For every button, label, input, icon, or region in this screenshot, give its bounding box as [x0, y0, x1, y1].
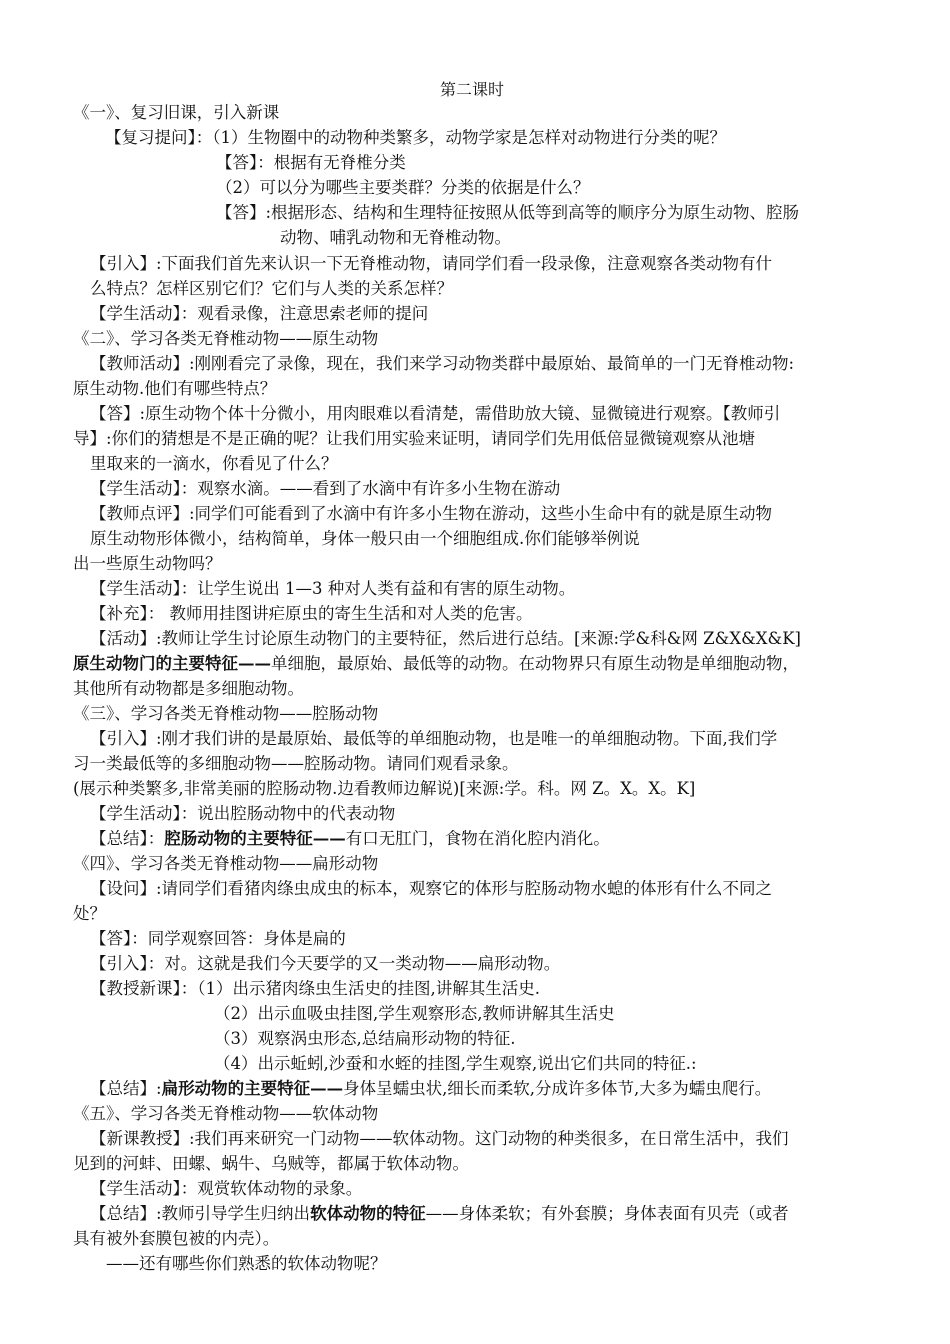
section-heading: 《二》、学习各类无脊椎动物——原生动物: [73, 329, 379, 348]
text-line: 【设问】:请同学们看猪肉绦虫成虫的标本，观察它的体形与腔肠动物水螅的体形有什么不同之: [90, 879, 773, 898]
text-line: 具有被外套膜包被的内壳）。: [73, 1229, 280, 1248]
text-line: （2）出示血吸虫挂图,学生观察形态,教师讲解其生活史: [214, 1004, 615, 1023]
text-line: 【学生活动】：让学生说出 1—3 种对人类有益和有害的原生动物。: [90, 579, 576, 598]
text-line: 【学生活动】：观赏软体动物的录象。: [90, 1179, 363, 1198]
text-line: 【答】:原生动物个体十分微小，用肉眼难以看清楚，需借助放大镜、显微镜进行观察。【教师引: [90, 404, 781, 423]
bold-term: 原生动物门的主要特征——: [73, 654, 271, 673]
text-span: 【总结】:: [90, 1079, 162, 1098]
text-line: 【答】：根据有无脊椎分类: [216, 153, 406, 172]
text-span: 单细胞，最原始、最低等的动物。在动物界只有原生动物是单细胞动物，: [271, 654, 799, 673]
text-line: [90, 1202, 789, 1226]
bold-term: 软体动物的特征: [310, 1204, 426, 1223]
text-line: 【引入】:刚才我们讲的是最原始、最低等的单细胞动物，也是唯一的单细胞动物。下面,我们学: [90, 729, 778, 748]
text-line: 动物、哺乳动物和无脊椎动物。: [280, 228, 511, 247]
text-line: 原生动物.他们有哪些特点？: [73, 379, 277, 398]
text-line: 《一》、复习旧课，引入新课: [73, 103, 280, 122]
text-line: 【教师活动】:刚刚看完了录像，现在，我们来学习动物类群中最原始、最简单的一门无脊椎动物:: [90, 354, 795, 373]
text-line: 【学生活动】：观看录像，注意思索老师的提问: [90, 304, 429, 323]
section-heading: 《三》、学习各类无脊椎动物——腔肠动物: [73, 704, 379, 723]
text-line: (展示种类繁多,非常美丽的腔肠动物.边看教师边解说)[来源:学。科。网 Z。X。X。K]: [73, 779, 696, 798]
text-line: 出一些原生动物吗？: [73, 554, 222, 573]
bold-term: 扁形动物的主要特征——: [161, 1079, 344, 1098]
text-line: 原生动物形体微小，结构简单，身体一般只由一个细胞组成.你们能够举例说: [90, 529, 640, 548]
text-line: [90, 1077, 771, 1101]
text-line: 【引入】:下面我们首先来认识一下无脊椎动物，请同学们看一段录像，注意观察各类动物有什: [90, 254, 773, 273]
text-line: 【学生活动】：观察水滴。——看到了水滴中有许多小生物在游动: [90, 479, 561, 498]
text-line: 【答】：同学观察回答：身体是扁的: [90, 929, 346, 948]
text-line: 么特点？怎样区别它们？它们与人类的关系怎样？: [90, 279, 453, 298]
text-line: 【活动】:教师让学生讨论原生动物门的主要特征，然后进行总结。[来源:学&科&网 Z&X&X&K]: [90, 629, 801, 648]
text-line: 【新课教授】:我们再来研究一门动物——软体动物。这门动物的种类很多，在日常生活中，我们: [90, 1129, 789, 1148]
text-line: 【复习提问】：（1）生物圈中的动物种类繁多，动物学家是怎样对动物进行分类的呢？: [105, 128, 726, 147]
text-line: 处？: [73, 904, 106, 923]
text-line: 里取来的一滴水，你看见了什么？: [90, 454, 338, 473]
bold-term: 腔肠动物的主要特征——: [164, 829, 346, 848]
text-line: （2）可以分为哪些主要类群？分类的依据是什么？: [216, 178, 590, 197]
text-span: 【总结】:教师引导学生归纳出: [90, 1204, 311, 1223]
page-title: 第二课时: [440, 80, 505, 99]
section-heading: 《四》、学习各类无脊椎动物——扁形动物: [73, 854, 379, 873]
text-line: 【引入】：对。这就是我们今天要学的又一类动物——扁形动物。: [90, 954, 561, 973]
text-line: （3）观察涡虫形态,总结扁形动物的特征.: [214, 1029, 516, 1048]
text-span: 【总结】：: [90, 829, 165, 848]
text-span: 有口无肛门，食物在消化腔内消化。: [345, 829, 610, 848]
text-line: [90, 827, 610, 851]
text-span: ——身体柔软；有外套膜；身体表面有贝壳（或者: [425, 1204, 789, 1223]
text-line: ——还有哪些你们熟悉的软体动物呢？: [106, 1254, 387, 1273]
text-line: （4）出示蚯蚓,沙蚕和水蛭的挂图,学生观察,说出它们共同的特征.:: [214, 1054, 697, 1073]
text-line: 【教授新课】：（1）出示猪肉绦虫生活史的挂图,讲解其生活史.: [90, 979, 540, 998]
text-line: 【教师点评】:同学们可能看到了水滴中有许多小生物在游动，这些小生命中有的就是原生动物: [90, 504, 773, 523]
text-line: [73, 652, 799, 676]
text-line: 【答】:根据形态、结构和生理特征按照从低等到高等的顺序分为原生动物、腔肠: [216, 203, 800, 222]
text-span: 身体呈蠕虫状,细长而柔软,分成许多体节,大多为蠕虫爬行。: [343, 1079, 772, 1098]
text-line: 【学生活动】：说出腔肠动物中的代表动物: [90, 804, 396, 823]
section-heading: 《五》、学习各类无脊椎动物——软体动物: [73, 1104, 379, 1123]
text-line: 见到的河蚌、田螺、蜗牛、乌贼等，都属于软体动物。: [73, 1154, 469, 1173]
text-line: 导】:你们的猜想是不是正确的呢？让我们用实验来证明，请同学们先用低倍显微镜观察从池塘: [73, 429, 756, 448]
text-line: 其他所有动物都是多细胞动物。: [73, 679, 304, 698]
text-line: 习一类最低等的多细胞动物——腔肠动物。请同们观看录象。: [73, 754, 519, 773]
text-line: 【补充】： 教师用挂图讲疟原虫的寄生生活和对人类的危害。: [90, 604, 533, 623]
